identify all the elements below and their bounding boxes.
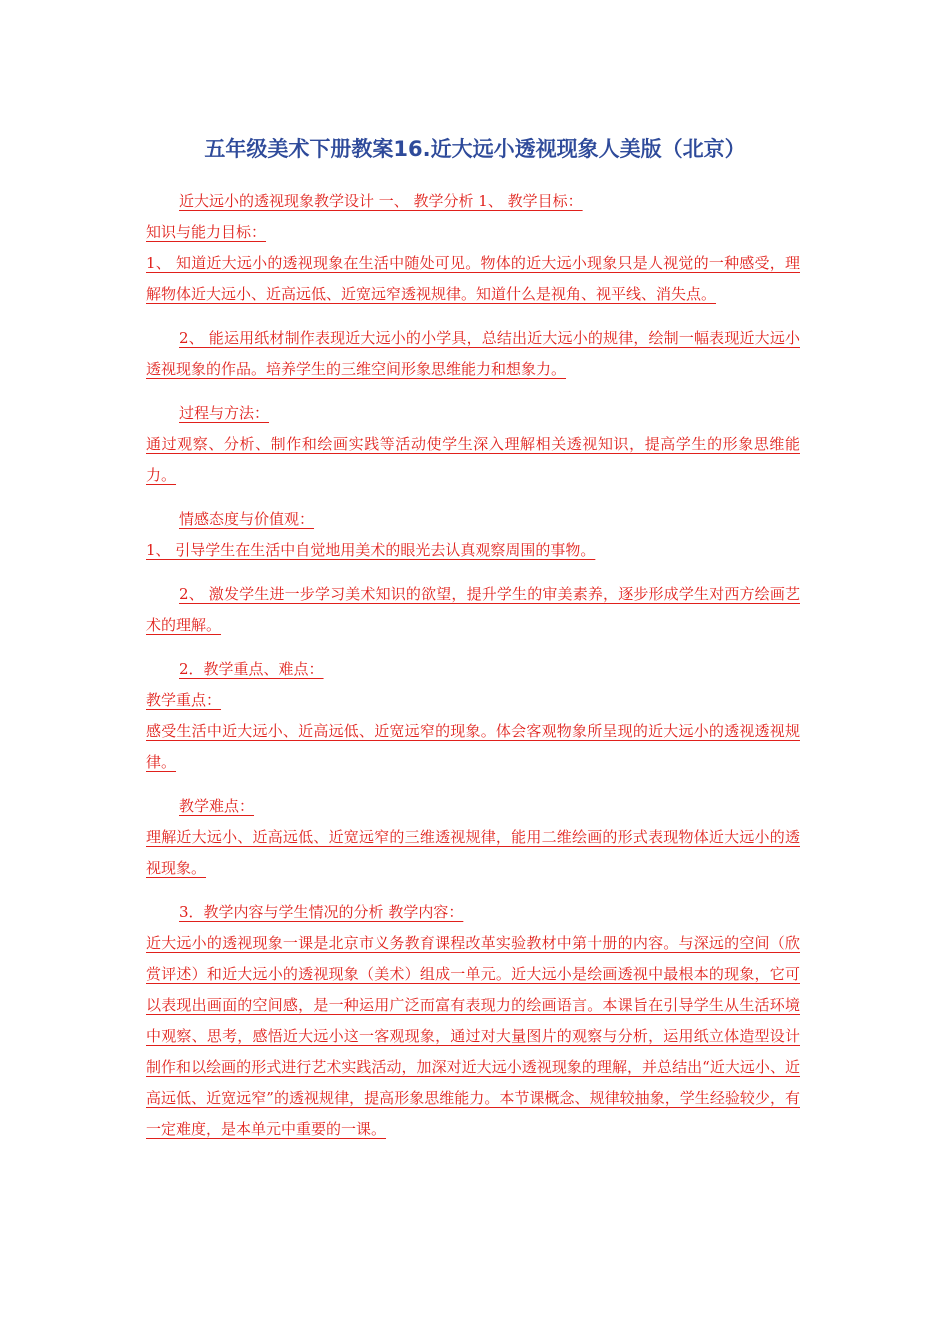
body-paragraph [146,217,800,248]
body-paragraph [146,897,800,928]
body-text: 1、 知道近大远小的透视现象在生活中随处可见。物体的近大远小现象只是人视觉的一种感受，理解物体近大远小、近高远低、近宽远窄透视规律。知道什么是视角、视平线、消失点。 [146,254,800,303]
body-paragraph [146,535,800,566]
body-paragraph [146,791,800,822]
body-text: 教学重点： [146,691,222,709]
body-paragraph [146,323,800,385]
body-paragraph [146,822,800,884]
body-paragraph [146,429,800,491]
body-paragraph [146,186,800,217]
body-paragraph [146,504,800,535]
body-text: 2、 激发学生进一步学习美术知识的欲望，提升学生的审美素养，逐步形成学生对西方绘画艺术的理解。 [146,585,800,634]
body-text: 2、 能运用纸材制作表现近大远小的小学具，总结出近大远小的规律，绘制一幅表现近大远小透视现象的作品。培养学生的三维空间形象思维能力和想象力。 [146,329,800,378]
body-text: 近大远小的透视现象教学设计 一、 教学分析 1、 教学目标： [179,192,583,210]
body-text: 2．教学重点、难点： [179,660,324,678]
body-text: 3．教学内容与学生情况的分析 教学内容： [179,903,464,921]
body-paragraph [146,928,800,1145]
body-paragraph [146,248,800,310]
body-text: 通过观察、分析、制作和绘画实践等活动使学生深入理解相关透视知识，提高学生的形象思维能力。 [146,435,800,484]
body-text: 过程与方法： [179,404,270,422]
body-text: 1、 引导学生在生活中自觉地用美术的眼光去认真观察周围的事物。 [146,541,596,559]
body-text: 理解近大远小、近高远低、近宽远窄的三维透视规律，能用二维绘画的形式表现物体近大远小的透视现象。 [146,828,800,877]
body-paragraph [146,579,800,641]
body-text: 近大远小的透视现象一课是北京市义务教育课程改革实验教材中第十册的内容。与深远的空间（欣赏评述）和近大远小的透视现象（美术）组成一单元。近大远小是绘画透视中最根本的现象，它可以表现出画面的空间感，是一种运用广泛而富有表现力的绘画语言。本课旨在引导学生从生活环境中观察、思考，感悟近大远小这一客观现象，通过对大量图片的观察与分析，运用纸立体造型设计制作和以绘画的形式进行艺术实践活动，加深对近大远小透视现象的理解，并总结出“近大远小、近高远低、近宽远窄”的透视规律，提高形象思维能力。本节课概念、规律较抽象，学生经验较少，有一定难度，是本单元中重要的一课。 [146,934,800,1138]
body-paragraph [146,685,800,716]
document-body [146,186,800,1158]
body-paragraph [146,398,800,429]
body-text: 感受生活中近大远小、近高远低、近宽远窄的现象。体会客观物象所呈现的近大远小的透视透视规律。 [146,722,800,771]
body-paragraph [146,654,800,685]
body-text: 情感态度与价值观： [179,510,315,528]
body-text: 知识与能力目标： [146,223,267,241]
body-paragraph [146,716,800,778]
body-text: 教学难点： [179,797,255,815]
document-title: 五年级美术下册教案16.近大远小透视现象人美版（北京） [204,137,746,161]
